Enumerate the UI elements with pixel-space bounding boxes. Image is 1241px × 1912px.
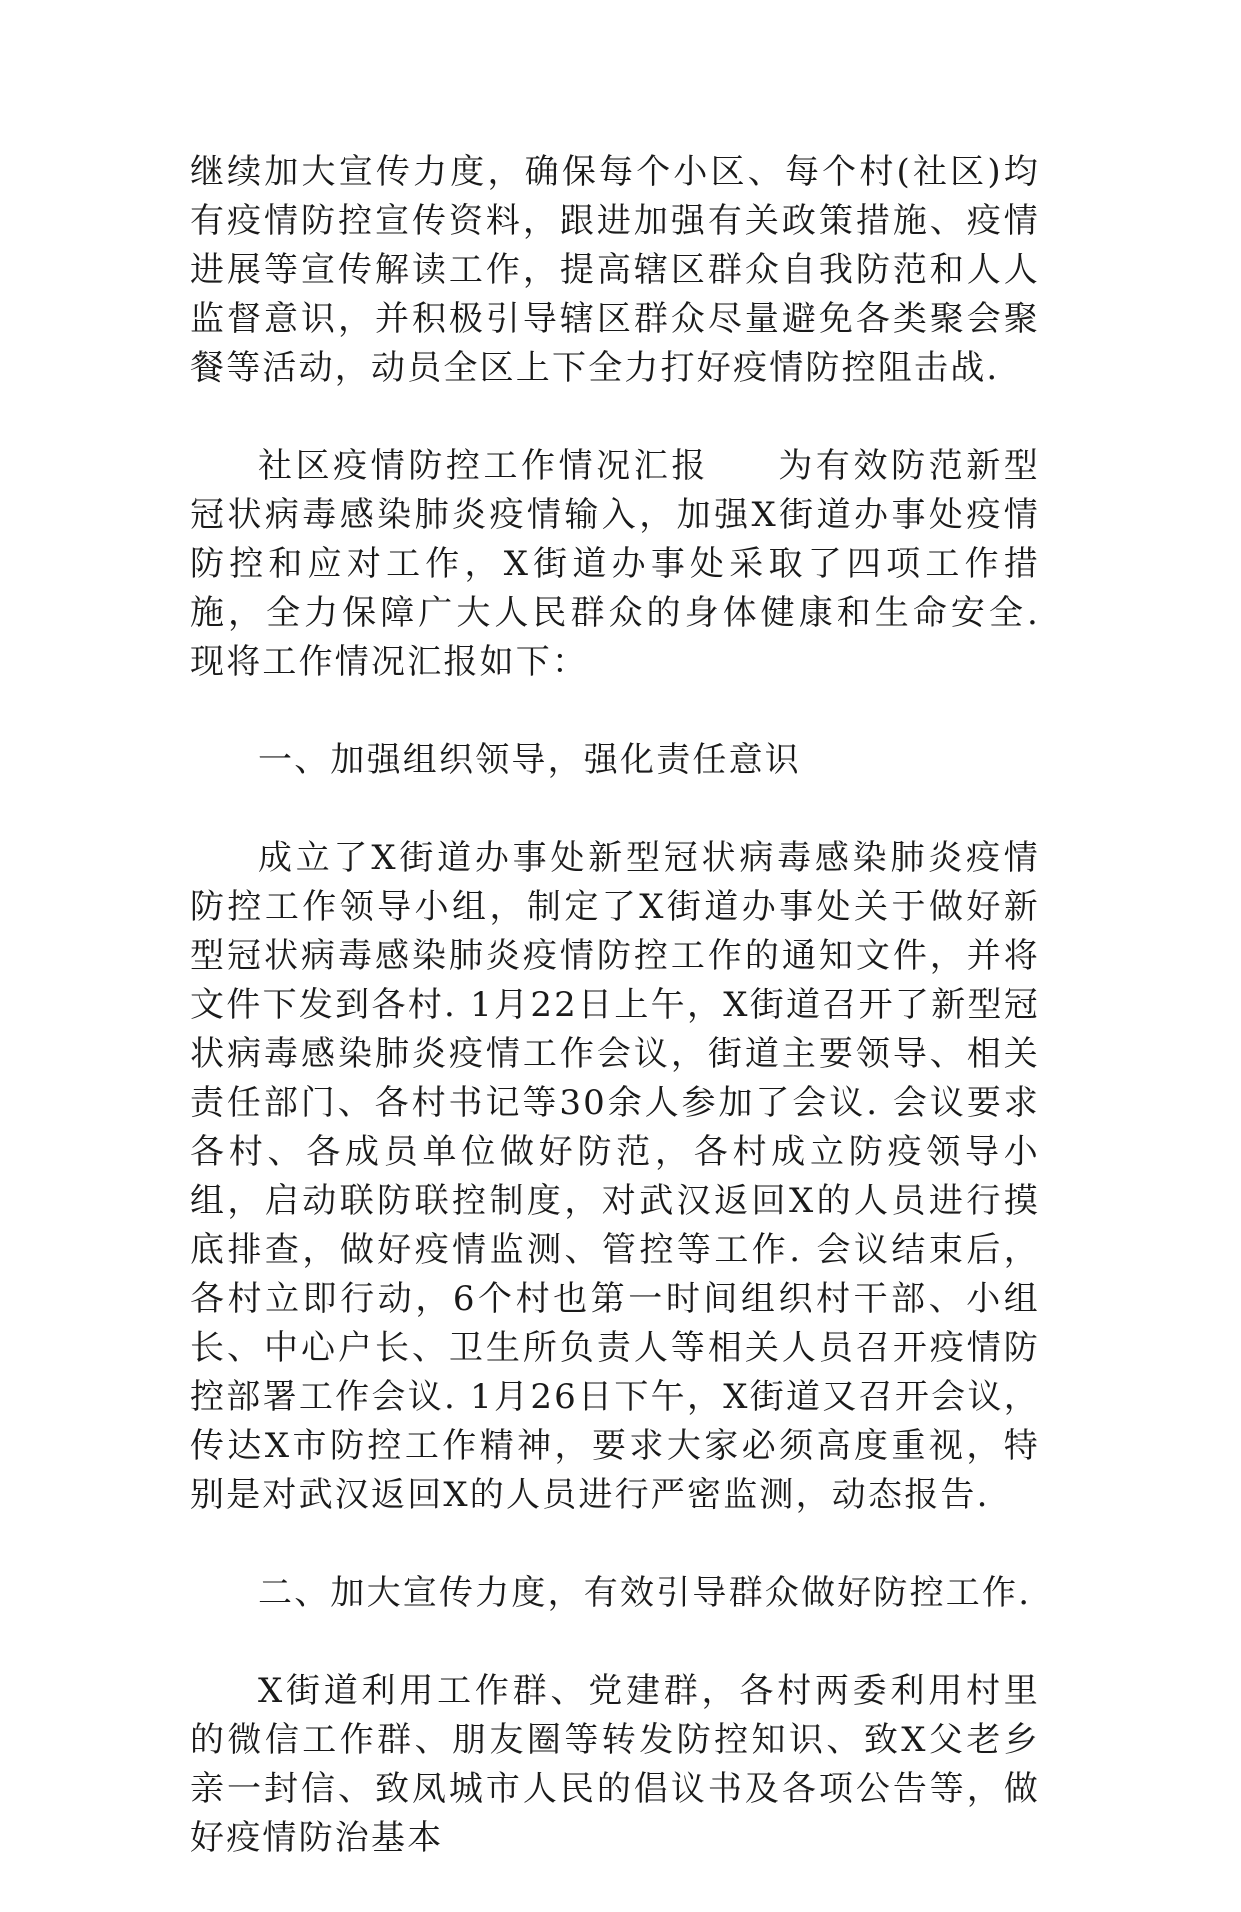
- paragraph-text: 为有效防范新型冠状病毒感染肺炎疫情输入，加强X街道办事处疫情防控和应对工作，X街道办事处采取了四项工作措施，全力保障广大人民群众的身体健康和生命安全. 现将工作情况汇报如下：: [190, 446, 1041, 682]
- section-heading-2: [190, 1569, 1040, 1618]
- paragraph-publicity: [190, 1667, 1040, 1863]
- report-title: 社区疫情防控工作情况汇报: [258, 446, 709, 486]
- document-body: [190, 148, 1040, 1912]
- paragraph-text: 继续加大宣传力度，确保每个小区、每个村(社区)均有疫情防控宣传资料，跟进加强有关政策措施、疫情进展等宣传解读工作，提高辖区群众自我防范和人人监督意识，并积极引导辖区群众尽量避免各类聚会聚餐等活动，动员全区上下全力打好疫情防控阻击战.: [190, 152, 1040, 388]
- paragraph-organization: [190, 834, 1040, 1520]
- section-heading-1: [190, 736, 1040, 785]
- section-heading-text: 一、加强组织领导，强化责任意识: [258, 740, 801, 780]
- paragraph-text: X街道利用工作群、党建群，各村两委利用村里的微信工作群、朋友圈等转发防控知识、致X父老乡亲一封信、致凤城市人民的倡议书及各项公告等，做好疫情防治基本: [190, 1671, 1040, 1858]
- paragraph-continuation: [190, 148, 1040, 393]
- paragraph-text: 成立了X街道办事处新型冠状病毒感染肺炎疫情防控工作领导小组，制定了X街道办事处关于做好新型冠状病毒感染肺炎疫情防控工作的通知文件，并将文件下发到各村. 1月22日上午，X街道召开了新型冠状病毒感染肺炎疫情工作会议，街道主要领导、相关责任部门、各村书记等30余人参加了会议. 会议要求各村、各成员单位做好防范，各村成立防疫领导小组，启动联防联控制度，对武汉返回X的人员进行摸底排查，做好疫情监测、管控等工作. 会议结束后，各村立即行动，6个村也第一时间组织村干部、小组长、中心户长、卫生所负责人等相关人员召开疫情防控部署工作会议. 1月26日下午，X街道又召开会议，传达X市防控工作精神，要求大家必须高度重视，特别是对武汉返回X的人员进行严密监测，动态报告.: [190, 838, 1040, 1515]
- paragraph-report-intro: [190, 442, 1040, 687]
- section-heading-text: 二、加大宣传力度，有效引导群众做好防控工作.: [258, 1573, 1032, 1613]
